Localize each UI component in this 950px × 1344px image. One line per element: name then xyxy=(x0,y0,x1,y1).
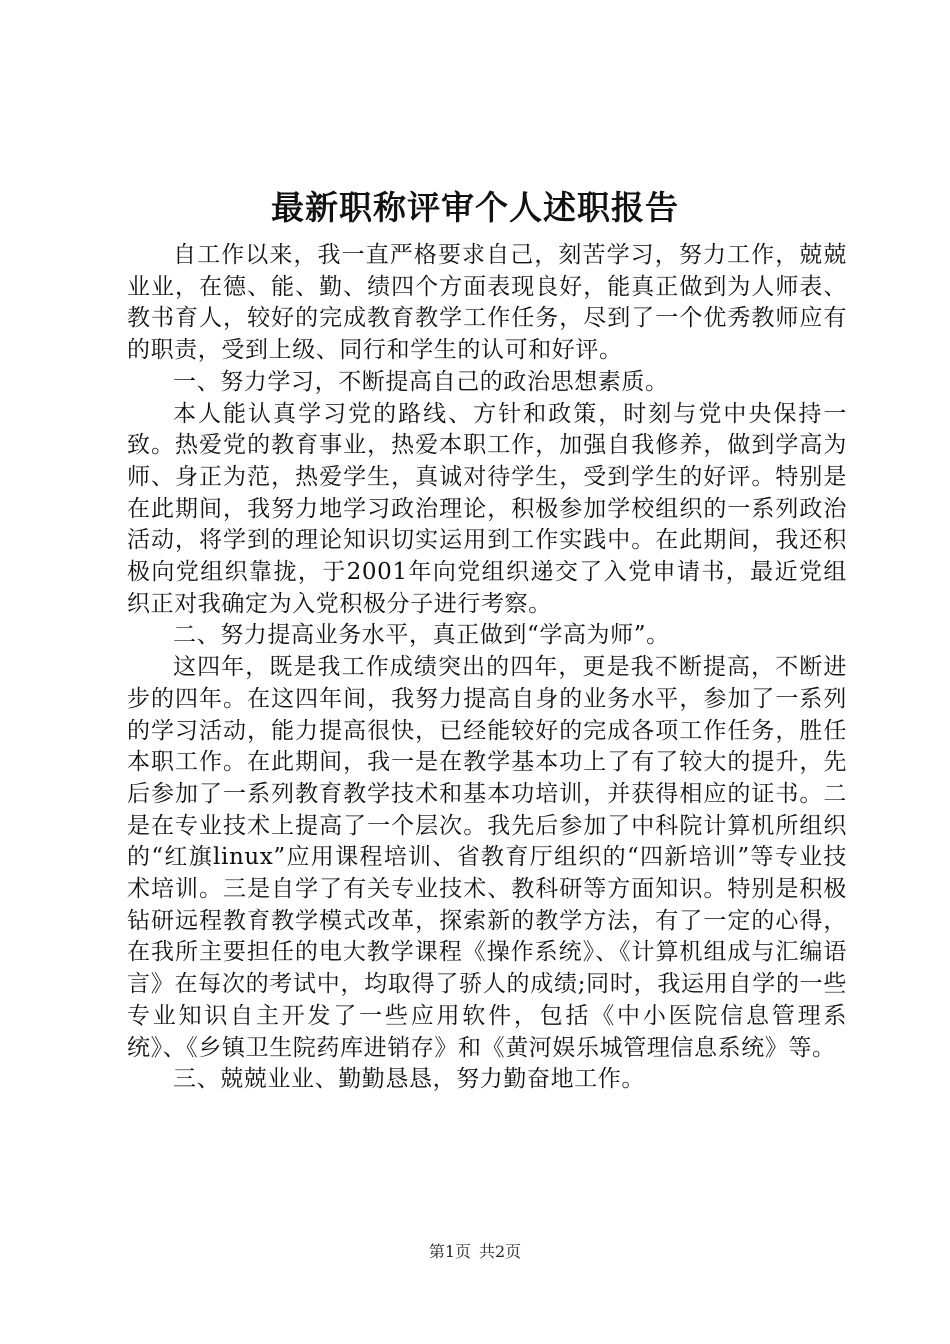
page-number-current: 第1页 xyxy=(428,1242,471,1261)
paragraph-intro: 自工作以来，我一直严格要求自己，刻苦学习，努力工作，兢兢业业，在德、能、勤、绩四个方面表现良好，能真正做到为人师表、教书育人，较好的完成教育教学工作任务，尽到了一个优秀教师应有的职责，受到上级、同行和学生的认可和好评。 xyxy=(127,242,847,364)
section-heading-1: 一、努力学习，不断提高自己的政治思想素质。 xyxy=(173,368,669,395)
document-body xyxy=(127,240,847,1096)
page-footer xyxy=(0,1241,950,1263)
paragraph-section-1: 本人能认真学习党的路线、方针和政策，时刻与党中央保持一致。热爱党的教育事业，热爱本职工作，加强自我修养，做到学高为师、身正为范，热爱学生，真诚对待学生，受到学生的好评。特别是在此期间，我努力地学习政治理论，积极参加学校组织的一系列政治活动，将学到的理论知识切实运用到工作实践中。在此期间，我还积极向党组织靠拢，于2001年向党组织递交了入党申请书，最近党组织正对我确定为入党积极分子进行考察。 xyxy=(127,400,847,617)
section-heading-2: 二、努力提高业务水平，真正做到“学高为师”。 xyxy=(173,622,670,649)
section-heading-3: 三、兢兢业业、勤勤恳恳，努力勤奋地工作。 xyxy=(173,1066,645,1093)
paragraph-section-2: 这四年，既是我工作成绩突出的四年，更是我不断提高，不断进步的四年。在这四年间，我努力提高自身的业务水平，参加了一系列的学习活动，能力提高很快，已经能较好的完成各项工作任务，胜任本职工作。在此期间，我一是在教学基本功上了有了较大的提升，先后参加了一系列教育教学技术和基本功培训，并获得相应的证书。二是在专业技术上提高了一个层次。我先后参加了中科院计算机所组织的“红旗linux”应用课程培训、省教育厅组织的“四新培训”等专业技术培训。三是自学了有关专业技术、教科研等方面知识。特别是积极钻研远程教育教学模式改革，探索新的教学方法，有了一定的心得，在我所主要担任的电大教学课程《操作系统》、《计算机组成与汇编语言》在每次的考试中，均取得了骄人的成绩;同时，我运用自学的一些专业知识自主开发了一些应用软件，包括《中小医院信息管理系统》、《乡镇卫生院药库进销存》和《黄河娱乐城管理信息系统》等。 xyxy=(127,654,847,1061)
page-number-total: 共2页 xyxy=(479,1242,522,1261)
document-title: 最新职称评审个人述职报告 xyxy=(271,188,679,227)
